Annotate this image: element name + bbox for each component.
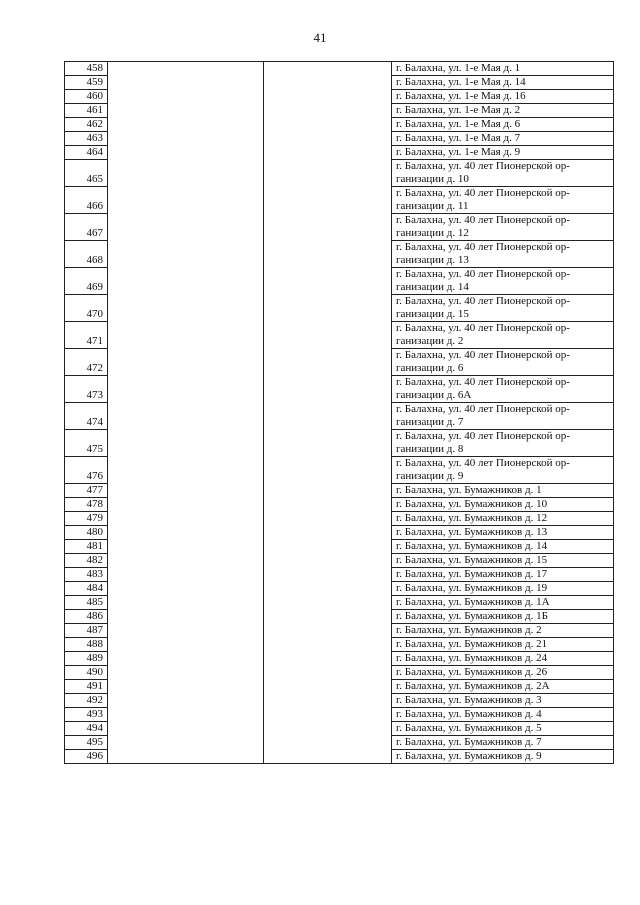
row-number: 458 bbox=[65, 62, 108, 76]
address-cell: г. Балахна, ул. Бумажников д. 21 bbox=[392, 638, 614, 652]
address-cell: г. Балахна, ул. 40 лет Пионерской ор- ганизации д. 14 bbox=[392, 268, 614, 295]
address-cell: г. Балахна, ул. 40 лет Пионерской ор- ганизации д. 13 bbox=[392, 241, 614, 268]
row-number: 489 bbox=[65, 652, 108, 666]
row-number: 496 bbox=[65, 750, 108, 764]
address-cell: г. Балахна, ул. Бумажников д. 5 bbox=[392, 722, 614, 736]
address-cell: г. Балахна, ул. Бумажников д. 14 bbox=[392, 540, 614, 554]
row-number: 469 bbox=[65, 268, 108, 295]
address-cell: г. Балахна, ул. 1-е Мая д. 1 bbox=[392, 62, 614, 76]
address-table-body bbox=[65, 62, 614, 764]
address-cell: г. Балахна, ул. Бумажников д. 1 bbox=[392, 484, 614, 498]
address-cell: г. Балахна, ул. 1-е Мая д. 6 bbox=[392, 118, 614, 132]
address-cell: г. Балахна, ул. 1-е Мая д. 2 bbox=[392, 104, 614, 118]
row-number: 472 bbox=[65, 349, 108, 376]
row-number: 486 bbox=[65, 610, 108, 624]
row-number: 483 bbox=[65, 568, 108, 582]
page-number: 41 bbox=[313, 30, 327, 45]
row-number: 487 bbox=[65, 624, 108, 638]
row-number: 459 bbox=[65, 76, 108, 90]
address-cell: г. Балахна, ул. Бумажников д. 10 bbox=[392, 498, 614, 512]
table-row bbox=[65, 62, 614, 76]
address-cell: г. Балахна, ул. Бумажников д. 1А bbox=[392, 596, 614, 610]
address-table bbox=[64, 61, 614, 764]
row-number: 494 bbox=[65, 722, 108, 736]
address-cell: г. Балахна, ул. Бумажников д. 1Б bbox=[392, 610, 614, 624]
row-number: 492 bbox=[65, 694, 108, 708]
address-cell: г. Балахна, ул. Бумажников д. 2 bbox=[392, 624, 614, 638]
address-cell: г. Балахна, ул. Бумажников д. 17 bbox=[392, 568, 614, 582]
row-number: 470 bbox=[65, 295, 108, 322]
row-number: 460 bbox=[65, 90, 108, 104]
address-cell: г. Балахна, ул. 1-е Мая д. 16 bbox=[392, 90, 614, 104]
row-number: 484 bbox=[65, 582, 108, 596]
row-number: 490 bbox=[65, 666, 108, 680]
address-cell: г. Балахна, ул. 40 лет Пионерской ор- ганизации д. 15 bbox=[392, 295, 614, 322]
row-number: 495 bbox=[65, 736, 108, 750]
row-number: 466 bbox=[65, 187, 108, 214]
address-cell: г. Балахна, ул. Бумажников д. 26 bbox=[392, 666, 614, 680]
row-number: 491 bbox=[65, 680, 108, 694]
empty-merged-cell bbox=[108, 62, 264, 764]
address-cell: г. Балахна, ул. Бумажников д. 19 bbox=[392, 582, 614, 596]
row-number: 474 bbox=[65, 403, 108, 430]
row-number: 482 bbox=[65, 554, 108, 568]
row-number: 468 bbox=[65, 241, 108, 268]
row-number: 481 bbox=[65, 540, 108, 554]
address-cell: г. Балахна, ул. 1-е Мая д. 7 bbox=[392, 132, 614, 146]
address-cell: г. Балахна, ул. Бумажников д. 9 bbox=[392, 750, 614, 764]
address-cell: г. Балахна, ул. Бумажников д. 15 bbox=[392, 554, 614, 568]
row-number: 478 bbox=[65, 498, 108, 512]
row-number: 464 bbox=[65, 146, 108, 160]
address-cell: г. Балахна, ул. 40 лет Пионерской ор- ганизации д. 2 bbox=[392, 322, 614, 349]
address-cell: г. Балахна, ул. Бумажников д. 3 bbox=[392, 694, 614, 708]
row-number: 485 bbox=[65, 596, 108, 610]
row-number: 480 bbox=[65, 526, 108, 540]
row-number: 465 bbox=[65, 160, 108, 187]
address-cell: г. Балахна, ул. Бумажников д. 12 bbox=[392, 512, 614, 526]
address-cell: г. Балахна, ул. 1-е Мая д. 9 bbox=[392, 146, 614, 160]
address-cell: г. Балахна, ул. Бумажников д. 4 bbox=[392, 708, 614, 722]
row-number: 477 bbox=[65, 484, 108, 498]
row-number: 479 bbox=[65, 512, 108, 526]
address-cell: г. Балахна, ул. 40 лет Пионерской ор- ганизации д. 10 bbox=[392, 160, 614, 187]
empty-merged-cell bbox=[264, 62, 392, 764]
row-number: 461 bbox=[65, 104, 108, 118]
row-number: 476 bbox=[65, 457, 108, 484]
row-number: 475 bbox=[65, 430, 108, 457]
row-number: 473 bbox=[65, 376, 108, 403]
row-number: 471 bbox=[65, 322, 108, 349]
address-cell: г. Балахна, ул. 40 лет Пионерской ор- ганизации д. 11 bbox=[392, 187, 614, 214]
row-number: 463 bbox=[65, 132, 108, 146]
row-number: 467 bbox=[65, 214, 108, 241]
address-cell: г. Балахна, ул. 40 лет Пионерской ор- ганизации д. 6А bbox=[392, 376, 614, 403]
row-number: 462 bbox=[65, 118, 108, 132]
address-cell: г. Балахна, ул. 40 лет Пионерской ор- ганизации д. 8 bbox=[392, 430, 614, 457]
row-number: 493 bbox=[65, 708, 108, 722]
address-cell: г. Балахна, ул. Бумажников д. 7 bbox=[392, 736, 614, 750]
address-cell: г. Балахна, ул. 40 лет Пионерской ор- ганизации д. 9 bbox=[392, 457, 614, 484]
address-cell: г. Балахна, ул. Бумажников д. 2А bbox=[392, 680, 614, 694]
address-cell: г. Балахна, ул. Бумажников д. 13 bbox=[392, 526, 614, 540]
address-cell: г. Балахна, ул. 1-е Мая д. 14 bbox=[392, 76, 614, 90]
address-cell: г. Балахна, ул. Бумажников д. 24 bbox=[392, 652, 614, 666]
row-number: 488 bbox=[65, 638, 108, 652]
address-cell: г. Балахна, ул. 40 лет Пионерской ор- ганизации д. 12 bbox=[392, 214, 614, 241]
address-cell: г. Балахна, ул. 40 лет Пионерской ор- ганизации д. 7 bbox=[392, 403, 614, 430]
address-cell: г. Балахна, ул. 40 лет Пионерской ор- ганизации д. 6 bbox=[392, 349, 614, 376]
